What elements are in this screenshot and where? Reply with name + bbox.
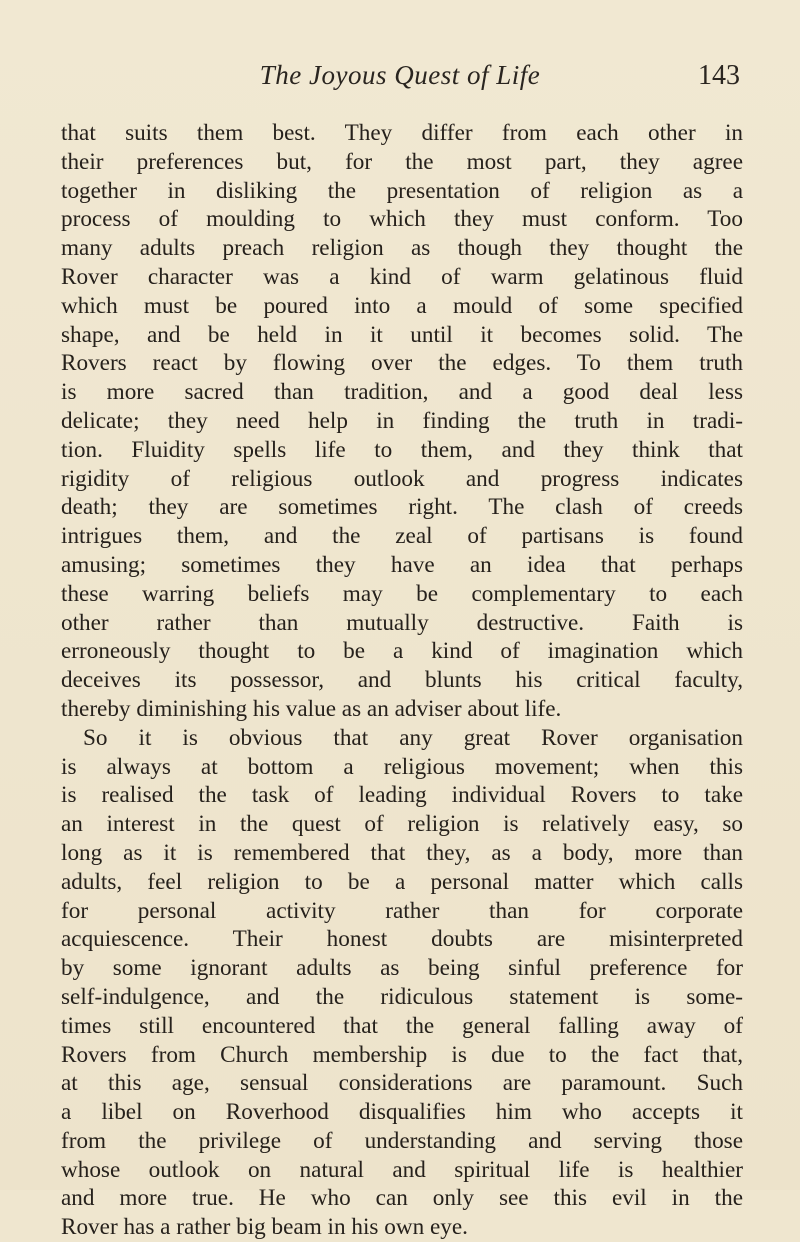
text-line: Rover character was a kind of warm gelatinous fluid — [61, 263, 743, 290]
running-title: The Joyous Quest of Life — [259, 60, 541, 90]
text-line: and more true. He who can only see this evil in the — [61, 1185, 743, 1212]
text-line: a libel on Roverhood disqualifies him who accepts it — [61, 1099, 743, 1126]
text-line: Rover has a rather big beam in his own eye. — [61, 1214, 468, 1241]
text-line: is always at bottom a religious movement; when this — [61, 753, 743, 780]
text-line: at this age, sensual considerations are paramount. Such — [61, 1070, 743, 1097]
page-header — [60, 60, 740, 100]
text-line: from the privilege of understanding and serving those — [61, 1127, 743, 1154]
paragraph-1 — [61, 119, 743, 724]
text-line: that suits them best. They differ from each other in — [61, 120, 743, 146]
paragraph-2 — [61, 724, 743, 1242]
text-line: adults, feel religion to be a personal matter which calls — [61, 868, 743, 895]
text-line: process of moulding to which they must conform. Too — [61, 206, 743, 233]
text-line: which must be poured into a mould of some specified — [61, 292, 743, 319]
text-line: shape, and be held in it until it becomes solid. The — [61, 321, 743, 348]
text-line: deceives its possessor, and blunts his critical faculty, — [61, 667, 743, 694]
text-line: many adults preach religion as though they thought the — [61, 235, 743, 262]
text-line: together in disliking the presentation of religion as a — [61, 177, 743, 204]
text-line: So it is obvious that any great Rover organisation — [83, 724, 743, 751]
text-line: their preferences but, for the most part, they agree — [61, 148, 743, 175]
text-line: erroneously thought to be a kind of imagination which — [61, 638, 743, 665]
text-line: long as it is remembered that they, as a body, more than — [61, 839, 743, 866]
text-line: acquiescence. Their honest doubts are misinterpreted — [61, 926, 743, 953]
text-line: tion. Fluidity spells life to them, and they think that — [61, 436, 743, 463]
text-line: Rovers react by flowing over the edges. To them truth — [61, 350, 743, 377]
text-line: these warring beliefs may be complementary to each — [61, 580, 743, 607]
text-line: rigidity of religious outlook and progress indicates — [61, 465, 743, 492]
text-line: other rather than mutually destructive. Faith is — [61, 609, 743, 636]
text-line: an interest in the quest of religion is relatively easy, so — [61, 811, 743, 838]
text-line: thereby diminishing his value as an adviser about life. — [61, 695, 562, 722]
body-text — [61, 119, 743, 1242]
text-line: amusing; sometimes they have an idea that perhaps — [61, 551, 743, 578]
text-line: is more sacred than tradition, and a good deal less — [61, 379, 743, 406]
text-line: whose outlook on natural and spiritual life is healthier — [61, 1156, 743, 1183]
text-line: death; they are sometimes right. The clash of creeds — [61, 494, 743, 521]
text-line: is realised the task of leading individual Rovers to take — [61, 782, 743, 809]
text-line: Rovers from Church membership is due to the fact that, — [61, 1041, 743, 1068]
text-line: by some ignorant adults as being sinful preference for — [61, 955, 743, 982]
text-line: for personal activity rather than for corporate — [61, 897, 743, 924]
text-line: intrigues them, and the zeal of partisans is found — [61, 523, 743, 550]
text-line: self-indulgence, and the ridiculous statement is some- — [61, 983, 743, 1010]
text-line: delicate; they need help in finding the truth in tradi- — [61, 407, 743, 434]
text-line: times still encountered that the general falling away of — [61, 1012, 743, 1039]
page-number: 143 — [698, 60, 740, 91]
